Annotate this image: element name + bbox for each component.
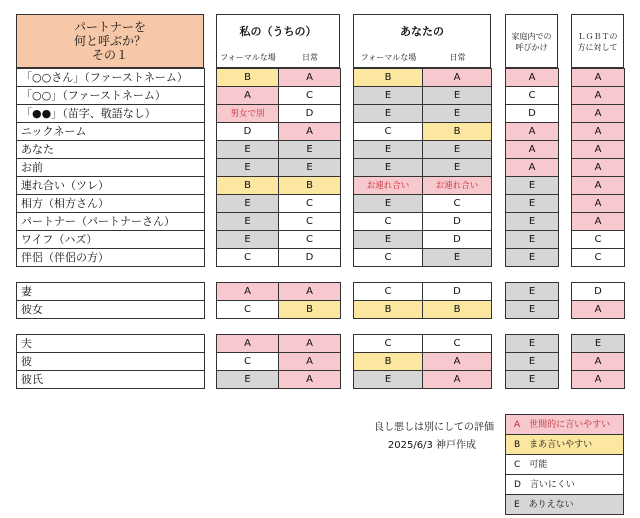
cell-yours-formal: E (354, 87, 423, 105)
cell-mine-daily: A (279, 69, 341, 87)
cell-mine-formal: A (217, 283, 279, 301)
column-gap (341, 371, 354, 389)
header-family (505, 14, 558, 68)
table-row (17, 105, 625, 123)
cell-yours-formal: C (354, 283, 423, 301)
column-gap (559, 177, 572, 195)
column-gap (559, 301, 572, 319)
cell-lgbt: A (572, 177, 625, 195)
column-gap (492, 353, 506, 371)
cell-yours-formal: E (354, 195, 423, 213)
header-lgbt (571, 14, 624, 68)
column-gap (205, 283, 217, 301)
row-label: ニックネーム (17, 123, 205, 141)
header-mine-daily: 日常 (302, 53, 318, 62)
column-gap (341, 231, 354, 249)
cell-yours-daily: お連れ合い (423, 177, 492, 195)
cell-mine-formal: E (217, 159, 279, 177)
cell-lgbt: A (572, 69, 625, 87)
cell-yours-formal: C (354, 249, 423, 267)
cell-yours-formal: C (354, 335, 423, 353)
cell-lgbt: A (572, 105, 625, 123)
table-row (17, 123, 625, 141)
table-husband-boyfriend (0, 334, 625, 389)
column-gap (205, 105, 217, 123)
table-row (17, 335, 625, 353)
cell-yours-formal: E (354, 159, 423, 177)
cell-yours-formal: E (354, 231, 423, 249)
row-label: 彼 (17, 353, 205, 371)
cell-lgbt: A (572, 159, 625, 177)
cell-mine-formal: E (217, 195, 279, 213)
column-gap (205, 301, 217, 319)
column-gap (341, 105, 354, 123)
column-gap (205, 159, 217, 177)
cell-yours-daily: E (423, 87, 492, 105)
legend-item-b: B まあ言いやすい (506, 435, 624, 455)
cell-mine-formal: B (217, 177, 279, 195)
cell-yours-daily: D (423, 231, 492, 249)
cell-mine-formal: E (217, 213, 279, 231)
header-lgbt-line2: 方に対して (577, 43, 618, 52)
header-mine-formal: フォーマルな場 (220, 53, 276, 62)
page-title: パートナーを 何と呼ぶか？ その１ (16, 14, 204, 68)
column-gap (559, 69, 572, 87)
cell-yours-daily: A (423, 371, 492, 389)
cell-yours-formal: お連れ合い (354, 177, 423, 195)
cell-mine-daily: C (279, 87, 341, 105)
table-row (17, 87, 625, 105)
column-gap (205, 335, 217, 353)
column-gap (492, 123, 506, 141)
column-gap (205, 213, 217, 231)
cell-mine-formal: E (217, 141, 279, 159)
column-gap (492, 159, 506, 177)
table-main (0, 68, 625, 267)
cell-mine-daily: D (279, 105, 341, 123)
table-row (17, 159, 625, 177)
column-gap (559, 195, 572, 213)
cell-lgbt: D (572, 283, 625, 301)
header-family-line1: 家庭内での (511, 32, 552, 41)
cell-yours-daily: B (423, 123, 492, 141)
header-mine (216, 14, 340, 68)
column-gap (205, 141, 217, 159)
column-gap (205, 249, 217, 267)
row-label: ワイフ（ハズ） (17, 231, 205, 249)
table-row (17, 283, 625, 301)
column-gap (492, 231, 506, 249)
cell-mine-daily: A (279, 123, 341, 141)
cell-mine-formal: 男女で別 (217, 105, 279, 123)
table-row (17, 141, 625, 159)
column-gap (341, 301, 354, 319)
table-row (17, 195, 625, 213)
cell-family: D (506, 105, 559, 123)
row-label: 夫 (17, 335, 205, 353)
cell-family: A (506, 69, 559, 87)
column-gap (492, 371, 506, 389)
cell-family: A (506, 159, 559, 177)
column-gap (559, 249, 572, 267)
cell-family: E (506, 177, 559, 195)
column-gap (559, 283, 572, 301)
cell-yours-daily: D (423, 213, 492, 231)
cell-family: E (506, 213, 559, 231)
column-gap (559, 87, 572, 105)
cell-yours-daily: C (423, 195, 492, 213)
column-gap (492, 177, 506, 195)
cell-family: E (506, 371, 559, 389)
column-gap (559, 353, 572, 371)
column-gap (341, 249, 354, 267)
table-row (17, 301, 625, 319)
cell-lgbt: A (572, 353, 625, 371)
header-yours-formal: フォーマルな場 (360, 53, 417, 62)
column-gap (341, 213, 354, 231)
column-gap (492, 69, 506, 87)
cell-mine-daily: C (279, 231, 341, 249)
header-yours-title: あなたの (400, 25, 444, 38)
column-gap (492, 335, 506, 353)
cell-yours-daily: A (423, 69, 492, 87)
cell-yours-formal: C (354, 213, 423, 231)
cell-lgbt: C (572, 231, 625, 249)
cell-lgbt: A (572, 141, 625, 159)
cell-mine-formal: C (217, 249, 279, 267)
cell-family: E (506, 231, 559, 249)
cell-mine-daily: B (279, 177, 341, 195)
cell-family: C (506, 87, 559, 105)
cell-lgbt: A (572, 371, 625, 389)
table-row (17, 213, 625, 231)
cell-yours-daily: E (423, 105, 492, 123)
table-row (17, 69, 625, 87)
cell-yours-daily: E (423, 159, 492, 177)
legend-item-e: E ありえない (506, 495, 624, 515)
column-gap (205, 231, 217, 249)
column-gap (492, 195, 506, 213)
cell-mine-formal: E (217, 371, 279, 389)
row-label: 伴侶（伴侶の方） (17, 249, 205, 267)
cell-mine-formal: B (217, 69, 279, 87)
cell-family: E (506, 353, 559, 371)
table-row (17, 231, 625, 249)
table-row (17, 371, 625, 389)
cell-mine-daily: A (279, 353, 341, 371)
cell-mine-daily: A (279, 283, 341, 301)
column-gap (341, 353, 354, 371)
legend-item-c: C 可能 (506, 455, 624, 475)
legend (505, 414, 624, 515)
legend-item-a: A 世間的に言いやすい (506, 415, 624, 435)
cell-mine-daily: B (279, 301, 341, 319)
row-label: あなた (17, 141, 205, 159)
cell-mine-formal: A (217, 87, 279, 105)
cell-lgbt: E (572, 335, 625, 353)
column-gap (341, 283, 354, 301)
column-gap (341, 177, 354, 195)
column-gap (205, 195, 217, 213)
cell-family: A (506, 123, 559, 141)
cell-lgbt: A (572, 195, 625, 213)
column-gap (492, 283, 506, 301)
column-gap (492, 105, 506, 123)
column-gap (205, 371, 217, 389)
cell-family: E (506, 249, 559, 267)
cell-yours-formal: E (354, 371, 423, 389)
cell-lgbt: C (572, 249, 625, 267)
column-gap (492, 87, 506, 105)
cell-yours-daily: C (423, 335, 492, 353)
row-label: 「○○さん」（ファーストネーム） (17, 69, 205, 87)
column-gap (492, 141, 506, 159)
legend-item-d: D 言いにくい (506, 475, 624, 495)
footer-note: 良し悪しは別にしての評価 (374, 422, 494, 433)
cell-mine-formal: C (217, 301, 279, 319)
column-gap (559, 231, 572, 249)
row-label: パートナー（パートナーさん） (17, 213, 205, 231)
column-gap (205, 87, 217, 105)
header-mine-title: 私の（うちの） (239, 25, 317, 38)
row-label: 彼氏 (17, 371, 205, 389)
column-gap (341, 141, 354, 159)
cell-yours-daily: D (423, 283, 492, 301)
column-gap (492, 213, 506, 231)
cell-lgbt: A (572, 87, 625, 105)
cell-family: E (506, 195, 559, 213)
column-gap (559, 213, 572, 231)
cell-yours-formal: B (354, 69, 423, 87)
cell-yours-daily: B (423, 301, 492, 319)
row-label: 相方（相方さん） (17, 195, 205, 213)
row-label: 連れ合い（ツレ） (17, 177, 205, 195)
column-gap (559, 335, 572, 353)
column-gap (559, 123, 572, 141)
cell-family: A (506, 141, 559, 159)
column-gap (341, 335, 354, 353)
cell-family: E (506, 301, 559, 319)
row-label: 彼女 (17, 301, 205, 319)
row-label: お前 (17, 159, 205, 177)
cell-mine-daily: D (279, 249, 341, 267)
cell-lgbt: A (572, 123, 625, 141)
cell-yours-formal: B (354, 301, 423, 319)
row-label: 「●●」（苗字、敬語なし） (17, 105, 205, 123)
column-gap (205, 177, 217, 195)
header-yours (353, 14, 491, 68)
cell-mine-daily: E (279, 141, 341, 159)
column-gap (341, 69, 354, 87)
cell-mine-daily: C (279, 195, 341, 213)
cell-mine-daily: E (279, 159, 341, 177)
cell-mine-daily: C (279, 213, 341, 231)
table-wife-girlfriend (0, 282, 625, 319)
column-gap (559, 371, 572, 389)
row-label: 妻 (17, 283, 205, 301)
column-gap (559, 159, 572, 177)
header-yours-daily: 日常 (449, 53, 466, 62)
column-gap (205, 123, 217, 141)
cell-lgbt: A (572, 213, 625, 231)
cell-lgbt: A (572, 301, 625, 319)
cell-yours-formal: E (354, 141, 423, 159)
cell-yours-formal: E (354, 105, 423, 123)
cell-mine-formal: D (217, 123, 279, 141)
cell-yours-daily: E (423, 249, 492, 267)
header-lgbt-line1: ＬＧＢＴの (577, 32, 618, 41)
column-gap (205, 353, 217, 371)
header-family-line2: 呼びかけ (515, 43, 548, 52)
cell-mine-daily: A (279, 371, 341, 389)
cell-family: E (506, 283, 559, 301)
cell-yours-daily: E (423, 141, 492, 159)
column-gap (559, 105, 572, 123)
column-gap (492, 301, 506, 319)
column-gap (559, 141, 572, 159)
column-gap (341, 123, 354, 141)
cell-yours-formal: C (354, 123, 423, 141)
table-row (17, 249, 625, 267)
footer-date: 2025/6/3 神戸作成 (387, 440, 476, 451)
cell-yours-formal: B (354, 353, 423, 371)
cell-family: E (506, 335, 559, 353)
cell-mine-formal: E (217, 231, 279, 249)
column-gap (492, 249, 506, 267)
column-gap (341, 87, 354, 105)
cell-mine-daily: A (279, 335, 341, 353)
cell-mine-formal: A (217, 335, 279, 353)
column-gap (205, 69, 217, 87)
column-gap (341, 195, 354, 213)
cell-mine-formal: C (217, 353, 279, 371)
row-label: 「○○」（ファーストネーム） (17, 87, 205, 105)
table-row (17, 353, 625, 371)
column-gap (341, 159, 354, 177)
table-row (17, 177, 625, 195)
cell-yours-daily: A (423, 353, 492, 371)
